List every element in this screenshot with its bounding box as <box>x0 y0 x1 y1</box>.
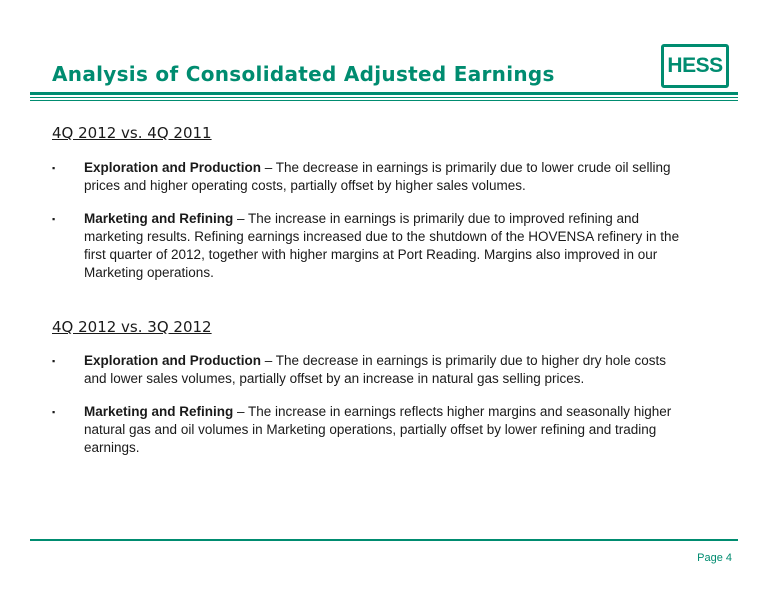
bullet-lead: Exploration and Production <box>84 160 262 175</box>
footer-rule <box>30 539 738 541</box>
page-number: Page 4 <box>697 552 732 564</box>
bullet-item <box>52 159 692 195</box>
bullet-text: – The decrease in earnings is primarily due to higher dry hole costs and lower sales volumes, partially offset by an increase in natural gas selling prices. <box>84 353 666 386</box>
bullet-text: – The decrease in earnings is primarily due to lower crude oil selling prices and higher operating costs, partially offset by higher sales volumes. <box>84 160 671 193</box>
section-heading-1: 4Q 2012 vs. 4Q 2011 <box>52 124 212 142</box>
bullet-item <box>52 210 692 282</box>
bullet-body <box>84 352 692 388</box>
bullet-body <box>84 403 692 457</box>
bullet-item <box>52 403 692 457</box>
bullet-item <box>52 352 692 388</box>
bullet-square-icon: ▪ <box>52 356 56 366</box>
bullet-square-icon: ▪ <box>52 163 56 173</box>
hess-logo <box>661 44 729 88</box>
bullet-body <box>84 210 692 282</box>
section-heading-2: 4Q 2012 vs. 3Q 2012 <box>52 318 212 336</box>
bullet-text: – The increase in earnings reflects higher margins and seasonally higher natural gas and oil volumes in Marketing operations, partially offset by lower refining and trading earnings. <box>84 404 672 455</box>
logo-text: HESS <box>667 54 723 77</box>
bullet-square-icon: ▪ <box>52 214 56 224</box>
bullet-lead: Marketing and Refining <box>84 404 234 419</box>
header-rule-thin-2 <box>30 100 738 101</box>
bullet-body <box>84 159 692 195</box>
bullet-square-icon: ▪ <box>52 407 56 417</box>
header-rule-thick <box>30 92 738 95</box>
slide-title: Analysis of Consolidated Adjusted Earnings <box>52 62 555 86</box>
bullet-lead: Exploration and Production <box>84 353 262 368</box>
bullet-text: – The increase in earnings is primarily due to improved refining and marketing results. Refining earnings increased due to the shutdown of the HOVENSA refinery in the first quarter of 2012, together with higher margins at Port Reading. Margins also improved in our Marketing operations. <box>84 211 680 280</box>
header-rule-thin-1 <box>30 97 738 98</box>
bullet-lead: Marketing and Refining <box>84 211 234 226</box>
